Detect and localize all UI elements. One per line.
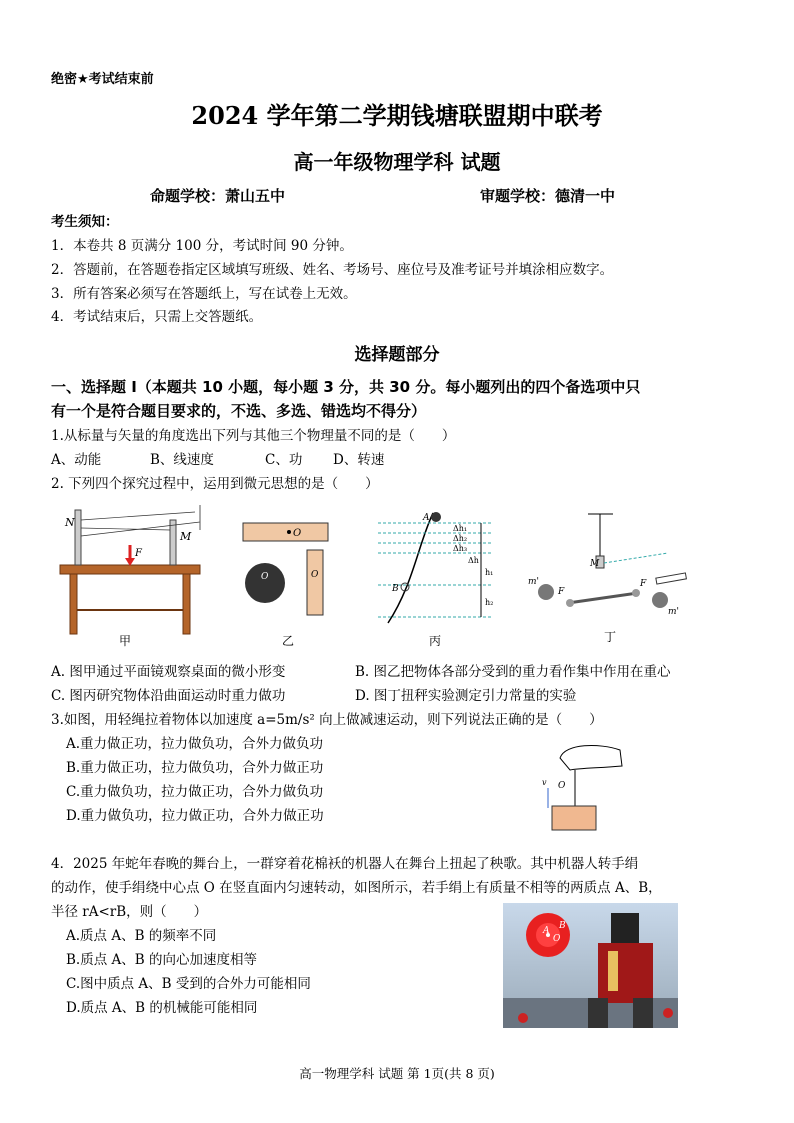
figure-jia — [55, 500, 215, 640]
q4-option-d: D.质点 A、B 的机械能可能相同 — [66, 1000, 258, 1016]
svg-text:Δh₃: Δh₃ — [453, 544, 468, 553]
q3-option-d: D.重力做负功，拉力做正功，合外力做正功 — [66, 808, 324, 824]
notice-item: 4．考试结束后，只需上交答题纸。 — [51, 309, 263, 325]
svg-text:h₂: h₂ — [485, 598, 494, 607]
svg-text:F: F — [135, 548, 142, 559]
q4-stem-line2: 的动作，使手绢绕中心点 O 在竖直面内匀速转动，如图所示，若手绢上有质量不相等的两质点 A、B， — [51, 880, 662, 896]
figure-bing-caption: 丙 — [428, 634, 441, 648]
svg-text:O: O — [558, 781, 566, 791]
svg-text:M: M — [180, 530, 192, 543]
figure-ding — [528, 508, 688, 628]
q3-figure-hand-rope-block — [540, 738, 630, 833]
svg-text:N: N — [65, 516, 75, 529]
q3-option-c: C.重力做负功，拉力做正功，合外力做负功 — [66, 784, 324, 800]
q2-option-b: B. 图乙把物体各部分受到的重力看作集中作用在重心 — [355, 664, 671, 680]
figure-yi — [235, 515, 345, 620]
notice-item: 2．答题前，在答题卷指定区域填写班级、姓名、考场号、座位号及准考证号并填涂相应数字。 — [51, 262, 614, 278]
svg-text:h₁: h₁ — [485, 568, 494, 577]
notice-heading: 考生须知： — [51, 214, 119, 230]
part1-heading-line2: 有一个是符合题目要求的，不选、多选、错选均不得分） — [51, 402, 427, 420]
q2-stem: 2. 下列四个探究过程中，运用到微元思想的是（ ） — [51, 476, 379, 492]
part1-heading-line1: 一、选择题 I（本题共 10 小题，每小题 3 分，共 30 分。每小题列出的四个备选项中只 — [51, 378, 641, 396]
svg-text:Δh₂: Δh₂ — [453, 534, 468, 543]
q1-option-b: B、线速度 — [150, 452, 214, 468]
q4-stem-line1: 4．2025 年蛇年春晚的舞台上，一群穿着花棉袄的机器人在舞台上扭起了秧歌。其中机器人转手绢 — [51, 856, 639, 872]
q4-robot-photo — [503, 903, 678, 1028]
q1-option-c: C、功 — [265, 452, 303, 468]
figure-bing — [378, 505, 503, 630]
reviewer-school: 审题学校：德清一中 — [480, 187, 616, 205]
q2-option-c: C. 图丙研究物体沿曲面运动时重力做功 — [51, 688, 286, 704]
confidential-label: 绝密★考试结束前 — [51, 72, 154, 87]
svg-text:F: F — [558, 587, 565, 597]
svg-text:Δh₁: Δh₁ — [453, 524, 468, 533]
q4-option-c: C.图中质点 A、B 受到的合外力可能相同 — [66, 976, 311, 992]
exam-subtitle: 高一年级物理学科 试题 — [293, 150, 501, 174]
q4-stem-line3: 半径 rA<rB，则（ ） — [51, 904, 208, 920]
q1-stem: 1.从标量与矢量的角度选出下列与其他三个物理量不同的是（ ） — [51, 428, 456, 444]
svg-text:A: A — [423, 513, 430, 523]
q2-option-d: D. 图丁扭秤实验测定引力常量的实验 — [355, 688, 577, 704]
q3-option-b: B.重力做正功，拉力做负功，合外力做正功 — [66, 760, 324, 776]
svg-text:A: A — [543, 926, 550, 936]
figure-yi-caption: 乙 — [281, 634, 294, 648]
svg-text:B: B — [392, 584, 399, 594]
svg-text:m': m' — [668, 607, 680, 617]
q1-option-d: D、转速 — [333, 452, 385, 468]
svg-text:Δh: Δh — [468, 556, 479, 565]
figure-ding-caption: 丁 — [603, 630, 616, 644]
q1-option-a: A、动能 — [51, 452, 102, 468]
notice-item: 3．所有答案必须写在答题纸上，写在试卷上无效。 — [51, 286, 357, 302]
svg-text:v: v — [542, 778, 547, 787]
proposer-school: 命题学校：萧山五中 — [150, 187, 286, 205]
q3-option-a: A.重力做正功，拉力做负功，合外力做负功 — [66, 736, 324, 752]
q4-option-b: B.质点 A、B 的向心加速度相等 — [66, 952, 257, 968]
section-title: 选择题部分 — [354, 345, 440, 365]
q2-option-a: A. 图甲通过平面镜观察桌面的微小形变 — [51, 664, 286, 680]
svg-text:O: O — [311, 570, 319, 580]
svg-text:O: O — [261, 572, 269, 582]
svg-text:M: M — [590, 559, 600, 569]
svg-text:O: O — [293, 528, 302, 539]
notice-item: 1．本卷共 8 页满分 100 分，考试时间 90 分钟。 — [51, 238, 353, 254]
svg-text:B: B — [559, 921, 566, 931]
q4-option-a: A.质点 A、B 的频率不同 — [66, 928, 217, 944]
page-footer: 高一物理学科 试题 第 1页(共 8 页) — [299, 1066, 495, 1081]
svg-text:O: O — [553, 934, 561, 944]
svg-text:F: F — [640, 579, 647, 589]
figure-jia-caption: 甲 — [118, 634, 131, 648]
exam-title: 2024 学年第二学期钱塘联盟期中联考 — [191, 101, 603, 130]
svg-text:m': m' — [528, 577, 540, 587]
q3-stem: 3.如图，用轻绳拉着物体以加速度 a=5m/s² 向上做减速运动，则下列说法正确的是（ ） — [51, 712, 603, 728]
